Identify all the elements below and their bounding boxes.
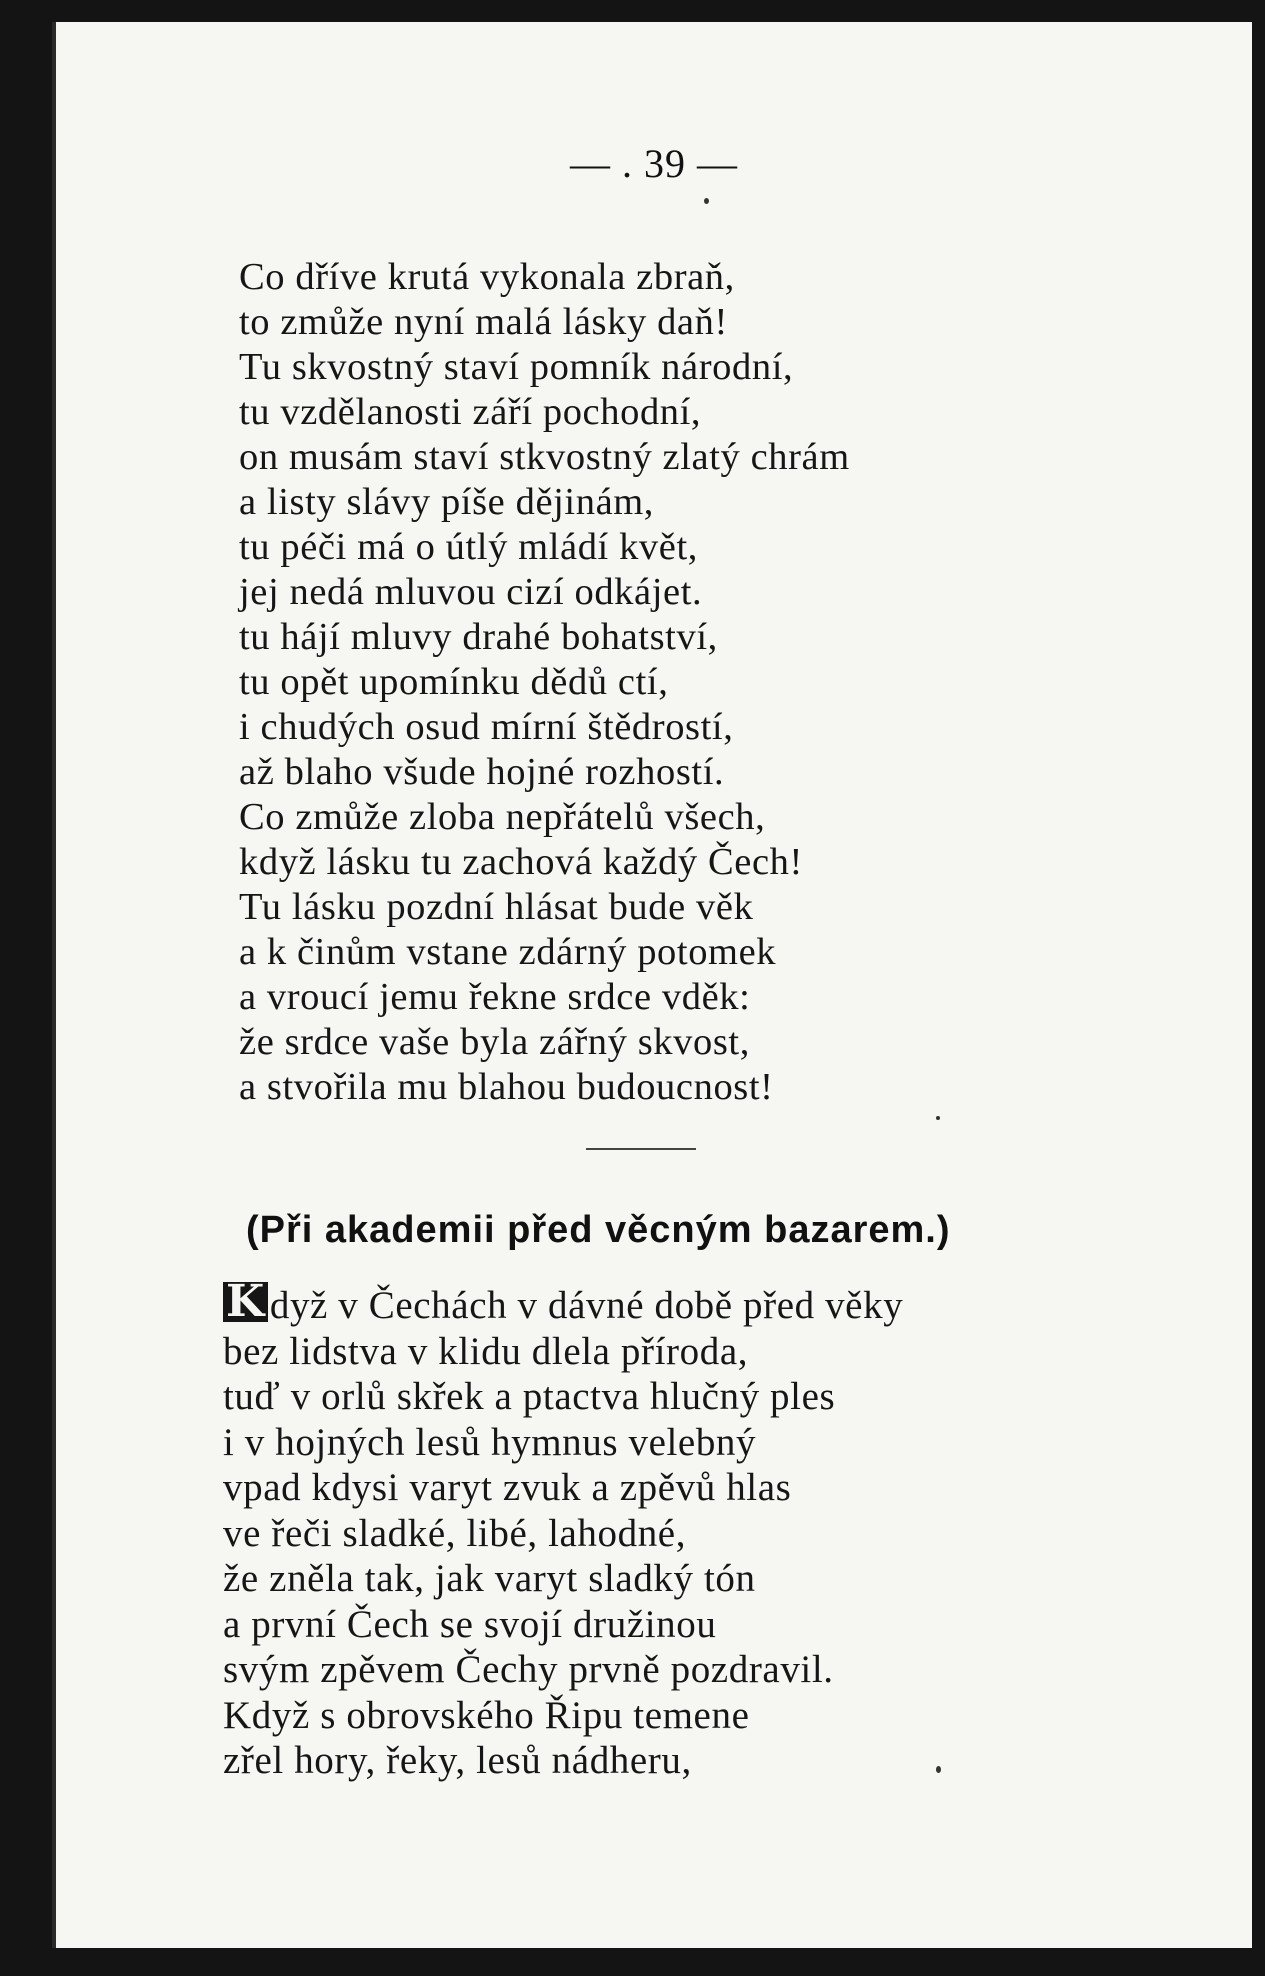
print-speck [704,198,709,204]
poem-stanza-2 [223,1276,904,1784]
poem-line: on musám staví stkvostný zlatý chrám [239,436,850,478]
poem-line: Tu lásku pozdní hlásat bude věk [239,886,754,928]
poem-line: tu opět upomínku dědů ctí, [239,661,669,703]
poem-stanza-1 [239,255,850,1110]
section-separator [586,1148,696,1150]
poem-line: až blaho všude hojné rozhostí. [239,751,725,793]
poem-line: a stvořila mu blahou budoucnost! [239,1066,774,1108]
poem-line: zřel hory, řeky, lesů nádheru, [223,1739,692,1782]
print-speck [936,1766,941,1773]
poem-line: bez lidstva v klidu dlela příroda, [223,1329,749,1373]
ornamental-dropcap: K [223,1282,268,1322]
poem-line: vpad kdysi varyt zvuk a zpěvů hlas [223,1466,792,1509]
poem-line: tuď v orlů skřek a ptactva hlučný ples [223,1375,836,1418]
poem-first-line [223,1276,904,1329]
poem-line: že srdce vaše byla zářný skvost, [239,1021,750,1063]
poem-line-text: dyž v Čechách v dávné době před věky [269,1284,904,1327]
print-speck [936,1116,940,1120]
poem-line: a listy slávy píše dějinám, [239,481,655,523]
poem-line: a k činům vstane zdárný potomek [239,931,777,973]
page-number: — . 39 — [570,141,738,186]
poem-line: Když s obrovského Řipu temene [223,1693,750,1737]
poem-line: Co zmůže zloba nepřátelů všech, [239,796,766,838]
poem-line: i v hojných lesů hymnus velebný [223,1420,757,1464]
poem-line: Co dříve krutá vykonala zbraň, [239,256,735,298]
poem-line: když lásku tu zachová každý Čech! [239,841,803,883]
poem-line: Tu skvostný staví pomník národní, [239,346,794,388]
poem-line: že zněla tak, jak varyt sladký tón [223,1557,756,1600]
poem-line: ve řeči sladké, libé, lahodné, [223,1511,687,1555]
poem-line: tu vzdělanosti září pochodní, [239,391,702,433]
page-sheet [52,22,1252,1948]
poem-line: svým zpěvem Čechy prvně pozdravil. [223,1648,834,1691]
poem-line: to zmůže nyní malá lásky daň! [239,301,728,343]
poem-line: a první Čech se svojí družinou [223,1602,717,1646]
poem-line: jej nedá mluvou cizí odkájet. [239,571,703,613]
poem-line: i chudých osud mírní štědrostí, [239,706,734,748]
poem-line: tu hájí mluvy drahé bohatství, [239,616,718,658]
section-heading: (Při akademii před věcným bazarem.) [246,1209,951,1251]
poem-line: tu péči má o útlý mládí květ, [239,526,698,568]
poem-line: a vroucí jemu řekne srdce vděk: [239,976,751,1018]
